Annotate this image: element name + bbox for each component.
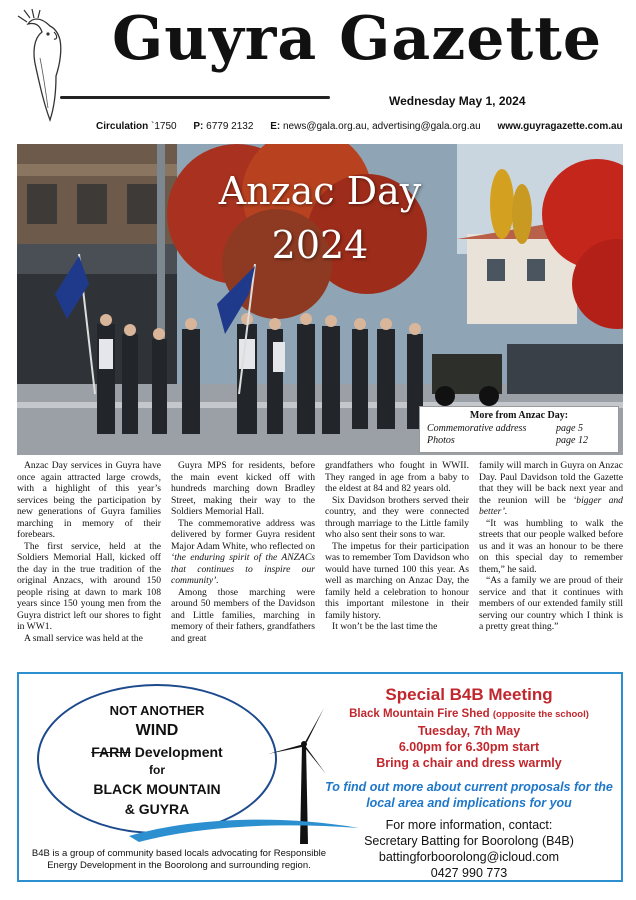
venue-name: Black Mountain Fire Shed: [349, 708, 490, 720]
article-body: [17, 460, 623, 665]
phone-label: P:: [193, 121, 204, 132]
slogan-line: NOT ANOTHER: [109, 703, 205, 718]
more-box-title: More from Anzac Day:: [469, 410, 569, 421]
contact-phone: 0427 990 773: [430, 866, 508, 880]
article-quote: ‘the enduring spirit of the ANZACs that continues to inspire our community’.: [171, 552, 315, 586]
email-value: news@gala.org.au, advertising@gala.org.au: [283, 121, 481, 132]
ad-slogan: [37, 684, 277, 834]
issue-date: Wednesday May 1, 2024: [389, 94, 526, 108]
contact-info-heading: For more information, contact:: [385, 818, 553, 832]
more-item-page: page 5: [556, 423, 583, 434]
article-paragraph: [171, 518, 315, 587]
headline-line-1: Anzac Day: [218, 169, 422, 213]
slogan-word: Development: [130, 744, 223, 760]
more-box-item[interactable]: [427, 423, 611, 435]
contact-bar: [96, 121, 623, 132]
article-paragraph: [479, 460, 623, 518]
b4b-advertisement: [17, 672, 623, 882]
article-paragraph: Six Davidson brothers served their country, and they were connected through marriage to the Little family who also sent their sons to war.: [325, 494, 469, 540]
meeting-bring: Bring a chair and dress warmly: [376, 756, 562, 770]
slogan-line: for: [149, 763, 165, 777]
article-paragraph: Among those marching were around 50 members of the Davidson and Little families, marching in memory of their fathers, grandfathers and great: [171, 586, 315, 644]
meeting-date: Tuesday, 7th May: [417, 724, 521, 738]
meeting-heading: Special B4B Meeting: [385, 685, 553, 704]
circulation-label: Circulation: [96, 121, 149, 132]
anzac-parade-photo: [17, 144, 623, 455]
masthead: [0, 0, 636, 140]
article-paragraph: Anzac Day services in Guyra have once again attracted large crowds, with a highlight of this year’s services being the participation by new generations of Guyra families marching in memory of their forebears.: [17, 460, 161, 540]
website-link[interactable]: www.guyragazette.com.au: [497, 121, 623, 132]
article-column-2: [171, 460, 315, 665]
slogan-text: [37, 702, 277, 819]
venue-note: (opposite the school): [492, 709, 589, 720]
article-text: The commemorative address was delivered by former Guyra resident Major Adam White, who reflected on: [171, 517, 315, 552]
article-paragraph: grandfathers who fought in WWII. They ranged in age from a baby to the eldest at 84 and 82 years old.: [325, 460, 469, 494]
article-paragraph: The first service, held at the Soldiers Memorial Hall, kicked off the day in the true tradition of the original Anzacs, with around 150 people rising at dawn to mark 108 years since 150 young men from the Guyra district left our shores to fight in WW1.: [17, 540, 161, 632]
article-paragraph: “It was humbling to walk the streets that our people walked before us and it was an honour to be there on this special day to remember them,” he said.: [479, 517, 623, 575]
meeting-details: [319, 684, 619, 881]
struck-word: FARM: [91, 744, 131, 760]
slogan-line: & GUYRA: [124, 801, 190, 817]
article-paragraph: Guyra MPS for residents, before the main event kicked off with hundreds marching down Bradley Street, making their way to the Soldiers Memorial Hall.: [171, 460, 315, 517]
more-item-page: page 12: [556, 435, 588, 446]
circulation-value: `1750: [151, 121, 177, 132]
feature-headline: [17, 164, 623, 272]
article-text: family will march in Guyra on Anzac Day. Paul Davidson told the Gazette that they will be back next year and the reunion will be: [479, 460, 623, 506]
meeting-time: 6.00pm for 6.30pm start: [398, 740, 540, 754]
meeting-purpose: To find out more about current proposals for the local area and implications for you: [325, 780, 613, 810]
headline-line-2: 2024: [271, 223, 369, 267]
slogan-line: BLACK MOUNTAIN: [93, 781, 221, 797]
article-column-1: [17, 460, 161, 665]
newspaper-title: Guyra Gazette: [112, 4, 603, 74]
contact-email-link[interactable]: battingforboorolong@icloud.com: [378, 850, 560, 864]
article-column-3: [325, 460, 469, 665]
article-paragraph: The impetus for their participation was to remember Tom Davidson who would have turned 100 this year. As well as marching on Anzac Day, the family held a celebration to honour this important milestone in their family history.: [325, 540, 469, 621]
article-column-4: [479, 460, 623, 665]
more-item-label: Commemorative address: [427, 423, 527, 434]
meeting-venue: [319, 706, 619, 723]
more-from-anzac-box: [419, 406, 619, 453]
article-quote: ‘bigger and better’.: [479, 494, 623, 517]
masthead-rule: [60, 96, 330, 99]
cockatoo-logo-icon: [10, 8, 90, 128]
email-label: E:: [270, 121, 281, 132]
slogan-line: WIND: [135, 722, 179, 739]
article-paragraph: A small service was held at the: [24, 632, 143, 644]
more-item-label: Photos: [427, 435, 455, 446]
contact-name: Secretary Batting for Boorolong (B4B): [364, 834, 574, 848]
article-paragraph: “As a family we are proud of their service and that it continues with members of our extended family still serving our country which I think is a pretty great thing.”: [479, 575, 623, 632]
phone-value: 6779 2132: [206, 121, 254, 132]
ad-footer-text: B4B is a group of community based locals advocating for Responsible Energy Development in the Boorolong and surrounding region.: [31, 848, 327, 871]
more-box-item[interactable]: [427, 435, 611, 447]
slogan-line: [37, 742, 277, 762]
article-paragraph: It won’t be the last time the: [332, 621, 438, 632]
